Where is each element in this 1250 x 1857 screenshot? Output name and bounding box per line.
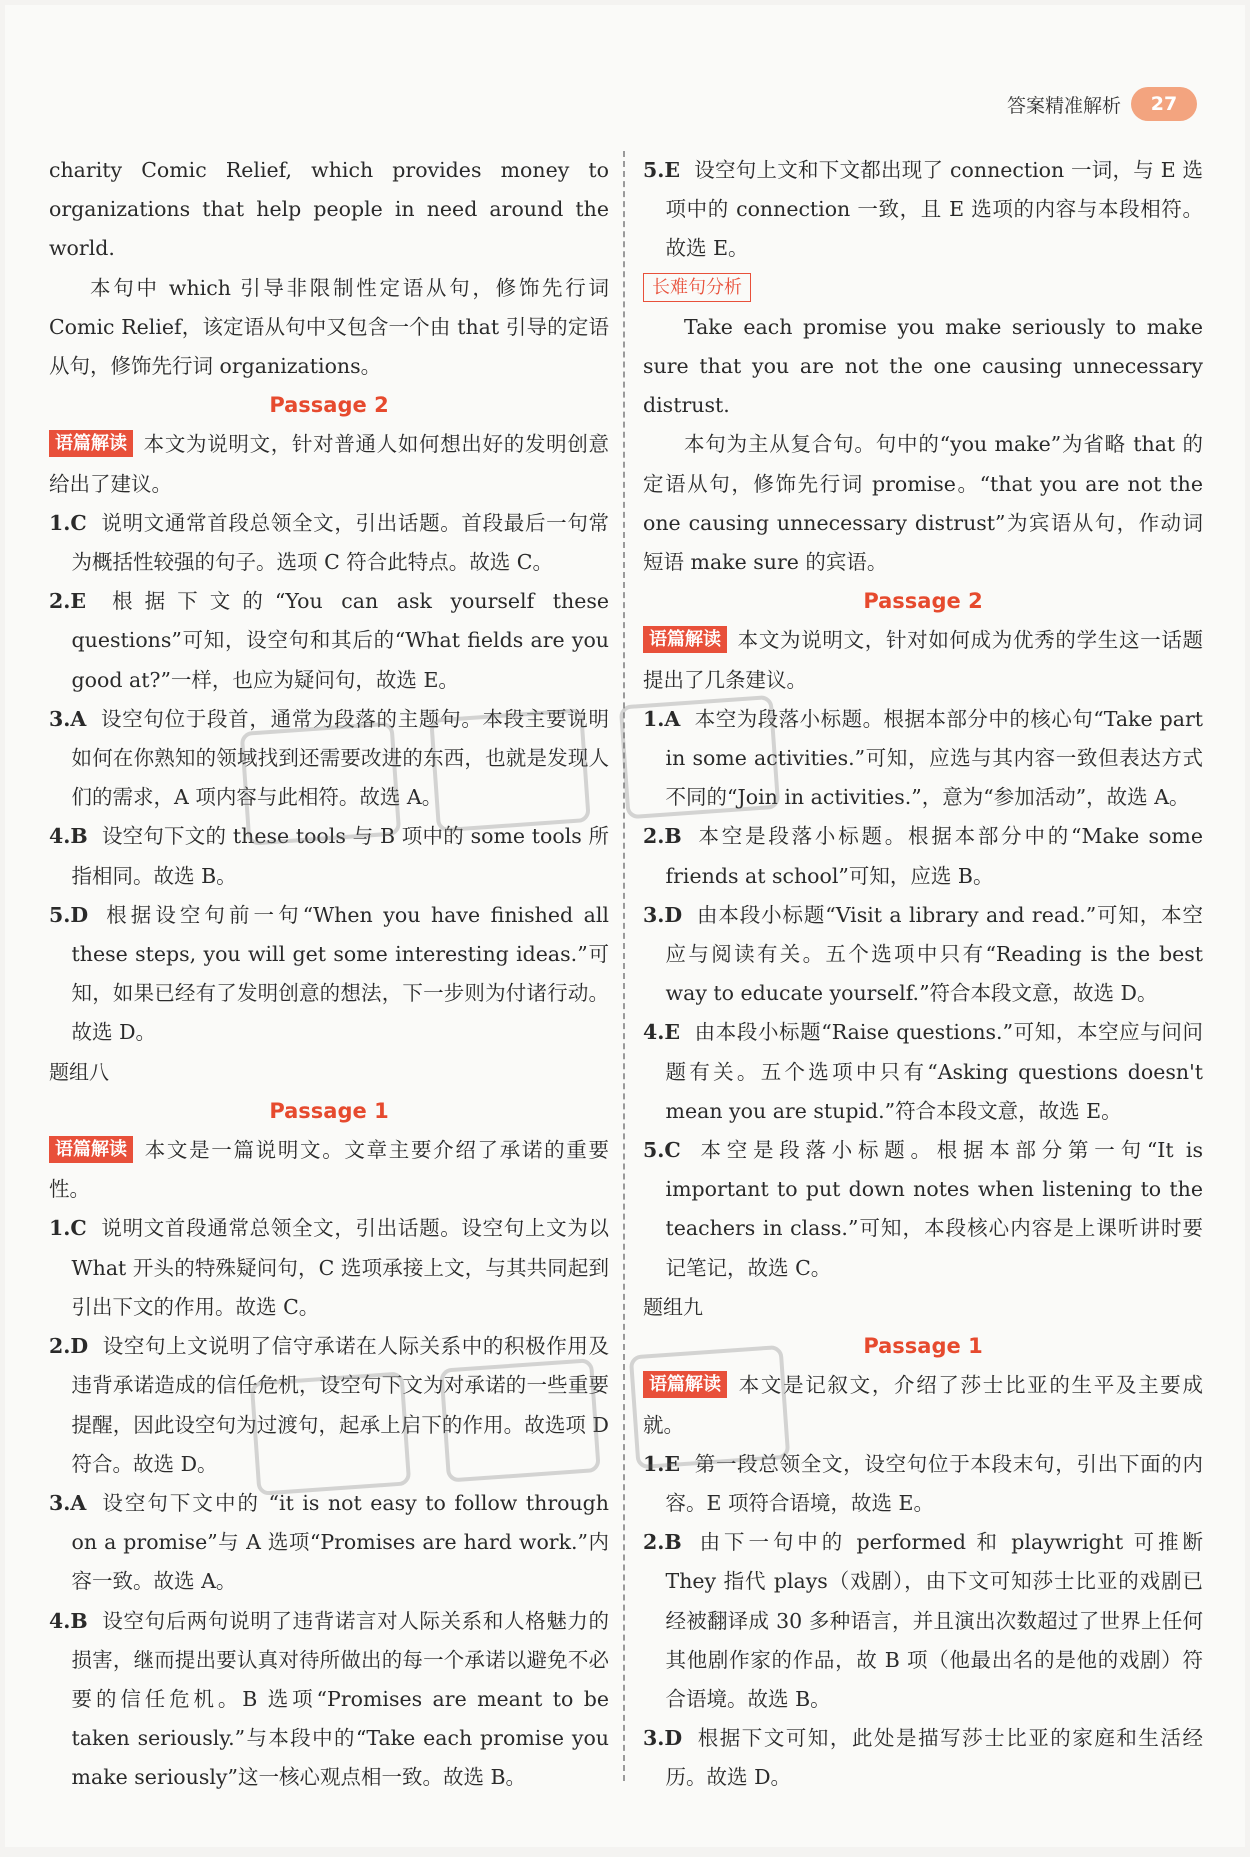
answer-explanation: 设空句下文中的 “it is not easy to follow through on a promise”与 A 选项“Promises are hard work.”内容一致。故选 A。 xyxy=(71,1490,609,1594)
answer-item xyxy=(643,896,1203,1014)
answer-number: 1.C xyxy=(49,1216,87,1241)
answer-explanation: 说明文通常首段总领全文，引出话题。首段最后一句常为概括性较强的句子。选项 C 符合此特点。故选 C。 xyxy=(71,510,609,575)
answer-explanation: 本空是段落小标题。根据本部分第一句“It is important to put down notes when listening to the teachers in class.”可知，本段核心内容是上课听讲时要记笔记，故选 C。 xyxy=(665,1138,1203,1280)
answer-item xyxy=(643,817,1203,895)
passage-heading: Passage 1 xyxy=(863,1334,983,1359)
answer-item xyxy=(49,896,609,1053)
answer-item xyxy=(643,151,1203,269)
intro-analysis: 本句中 which 引导非限制性定语从句，修饰先行词 Comic Relief，该定语从句中又包含一个由 that 引导的定语从句，修饰先行词 organizations。 xyxy=(49,275,609,379)
answer-number: 5.C xyxy=(643,1138,681,1163)
answer-number: 1.A xyxy=(643,706,681,731)
answer-explanation: 由本段小标题“Raise questions.”可知，本空应与问问题有关。五个选项中只有“Asking questions doesn't mean you are stupid.”符合本段文意，故选 E。 xyxy=(665,1020,1203,1123)
answer-explanation: 第一段总领全文，设空句位于本段末句，引出下面的内容。E 项符合语境，故选 E。 xyxy=(665,1451,1203,1515)
answer-number: 3.D xyxy=(643,1726,683,1751)
answer-explanation: 根据设空句前一句“When you have finished all these steps, you will get some interesting ideas.”可知，如果已经有了发明创意的想法，下一步则为付诸行动。故选 D。 xyxy=(71,902,609,1045)
question-group-heading: 题组八 xyxy=(49,1059,109,1084)
answer-item xyxy=(49,1602,609,1798)
answer-explanation: 根据下文的“You can ask yourself these questions”可知，设空句和其后的“What fields are you good at?”一样，也应为疑问句，故选 E。 xyxy=(71,589,609,692)
long-sentence-label-row xyxy=(643,269,1203,308)
reading-text: 本文是一篇说明文。文章主要介绍了承诺的重要性。 xyxy=(49,1138,609,1202)
answer-item xyxy=(49,1209,609,1327)
answer-explanation: 设空句后两句说明了违背诺言对人际关系和人格魅力的损害，继而提出要认真对待所做出的每一个承诺以避免不必要的信任危机。B 选项“Promises are meant to be taken seriously.”与本段中的“Take each promise you make seriously”这一核心观点相一致。故选 B。 xyxy=(71,1608,609,1790)
answer-number: 4.B xyxy=(49,1608,88,1633)
answer-number: 3.D xyxy=(643,902,683,927)
column-divider xyxy=(623,151,625,1781)
long-sentence: Take each promise you make seriously to make sure that you are not the one causing unnecessary distrust. xyxy=(643,314,1203,418)
passage-heading: Passage 2 xyxy=(269,393,389,418)
answer-item xyxy=(643,1445,1203,1523)
passage-heading: Passage 2 xyxy=(863,589,983,614)
left-column xyxy=(49,151,609,1798)
answer-item xyxy=(643,1523,1203,1719)
answer-number: 2.B xyxy=(643,824,682,849)
reading-text: 本文是记叙文，介绍了莎士比亚的生平及主要成就。 xyxy=(643,1373,1203,1437)
answer-explanation: 设空句上文和下文都出现了 connection 一词，与 E 选项中的 connection 一致，且 E 选项的内容与本段相符。故选 E。 xyxy=(665,158,1203,261)
answer-item xyxy=(49,700,609,818)
header-title: 答案精准解析 xyxy=(1006,94,1121,117)
answer-number: 4.B xyxy=(49,824,88,849)
reading-text: 本文为说明文，针对普通人如何想出好的发明创意给出了建议。 xyxy=(49,432,609,496)
reading-summary xyxy=(49,1131,609,1209)
answer-item xyxy=(49,504,609,582)
answer-number: 4.E xyxy=(643,1020,681,1045)
page xyxy=(5,5,1245,1847)
long-sentence-badge: 长难句分析 xyxy=(643,273,751,302)
reading-summary xyxy=(49,425,609,503)
answer-number: 5.E xyxy=(643,158,681,182)
answer-number: 3.A xyxy=(49,1490,87,1515)
answer-item xyxy=(49,817,609,895)
answer-number: 2.D xyxy=(49,1334,89,1359)
reading-badge: 语篇解读 xyxy=(49,1136,133,1163)
answer-explanation: 设空句位于段首，通常为段落的主题句。本段主要说明如何在你熟知的领域找到还需要改进的东西，也就是发现人们的需求，A 项内容与此相符。故选 A。 xyxy=(71,706,609,810)
answer-explanation: 由下一句中的 performed 和 playwright 可推断 They 指代 plays（戏剧），由下文可知莎士比亚的戏剧已经被翻译成 30 多种语言，并且演出次数超过了世界上任何其他剧作家的作品，故 B 项（他最出名的是他的戏剧）符合语境。故选 B。 xyxy=(665,1530,1203,1711)
answer-explanation: 本空是段落小标题。根据本部分中的“Make some friends at school”可知，应选 B。 xyxy=(665,824,1203,888)
answer-item xyxy=(49,1484,609,1602)
answer-number: 2.E xyxy=(49,589,87,614)
reading-text: 本文为说明文，针对如何成为优秀的学生这一话题提出了几条建议。 xyxy=(643,628,1203,692)
reading-summary xyxy=(643,1366,1203,1444)
answer-explanation: 由本段小标题“Visit a library and read.”可知，本空应与阅读有关。五个选项中只有“Reading is the best way to educate yourself.”符合本段文意，故选 D。 xyxy=(665,902,1203,1006)
right-column xyxy=(643,151,1203,1798)
reading-summary xyxy=(643,621,1203,699)
intro-sentence: charity Comic Relief, which provides money to organizations that help people in need around the world. xyxy=(49,158,609,261)
long-sentence-analysis: 本句为主从复合句。句中的“you make”为省略 that 的定语从句，修饰先行词 promise。“that you are not the one causing unnecessary distrust”为宾语从句，作动词短语 make sure 的宾语。 xyxy=(643,432,1203,575)
reading-badge: 语篇解读 xyxy=(49,430,133,457)
answer-explanation: 根据下文可知，此处是描写莎士比亚的家庭和生活经历。故选 D。 xyxy=(665,1726,1203,1790)
answer-number: 1.E xyxy=(643,1451,681,1476)
passage-heading: Passage 1 xyxy=(269,1098,389,1123)
page-header xyxy=(1007,87,1197,121)
answer-explanation: 设空句下文的 these tools 与 B 项中的 some tools 所指相同。故选 B。 xyxy=(71,824,609,888)
answer-explanation: 设空句上文说明了信守承诺在人际关系中的积极作用及违背承诺造成的信任危机，设空句下文为对承诺的一些重要提醒，因此设空句为过渡句，起承上启下的作用。故选项 D 符合。故选 D。 xyxy=(71,1334,609,1476)
question-group-heading: 题组九 xyxy=(643,1294,703,1319)
answer-explanation: 本空为段落小标题。根据本部分中的核心句“Take part in some activities.”可知，应选与其内容一致但表达方式不同的“Join in activities.”，意为“参加活动”，故选 A。 xyxy=(665,706,1203,810)
answer-item xyxy=(643,700,1203,818)
answer-explanation: 说明文首段通常总领全文，引出话题。设空句上文为以 What 开头的特殊疑问句，C 选项承接上文，与其共同起到引出下文的作用。故选 C。 xyxy=(71,1216,609,1319)
page-number-badge: 27 xyxy=(1131,87,1197,121)
answer-number: 5.D xyxy=(49,902,89,927)
answer-item xyxy=(643,1131,1203,1288)
reading-badge: 语篇解读 xyxy=(643,1371,727,1398)
reading-badge: 语篇解读 xyxy=(643,626,727,653)
answer-item xyxy=(643,1719,1203,1797)
answer-number: 1.C xyxy=(49,510,87,535)
answer-number: 2.B xyxy=(643,1530,682,1555)
answer-item xyxy=(643,1013,1203,1131)
answer-item xyxy=(49,582,609,700)
answer-item xyxy=(49,1327,609,1484)
answer-number: 3.A xyxy=(49,706,87,731)
